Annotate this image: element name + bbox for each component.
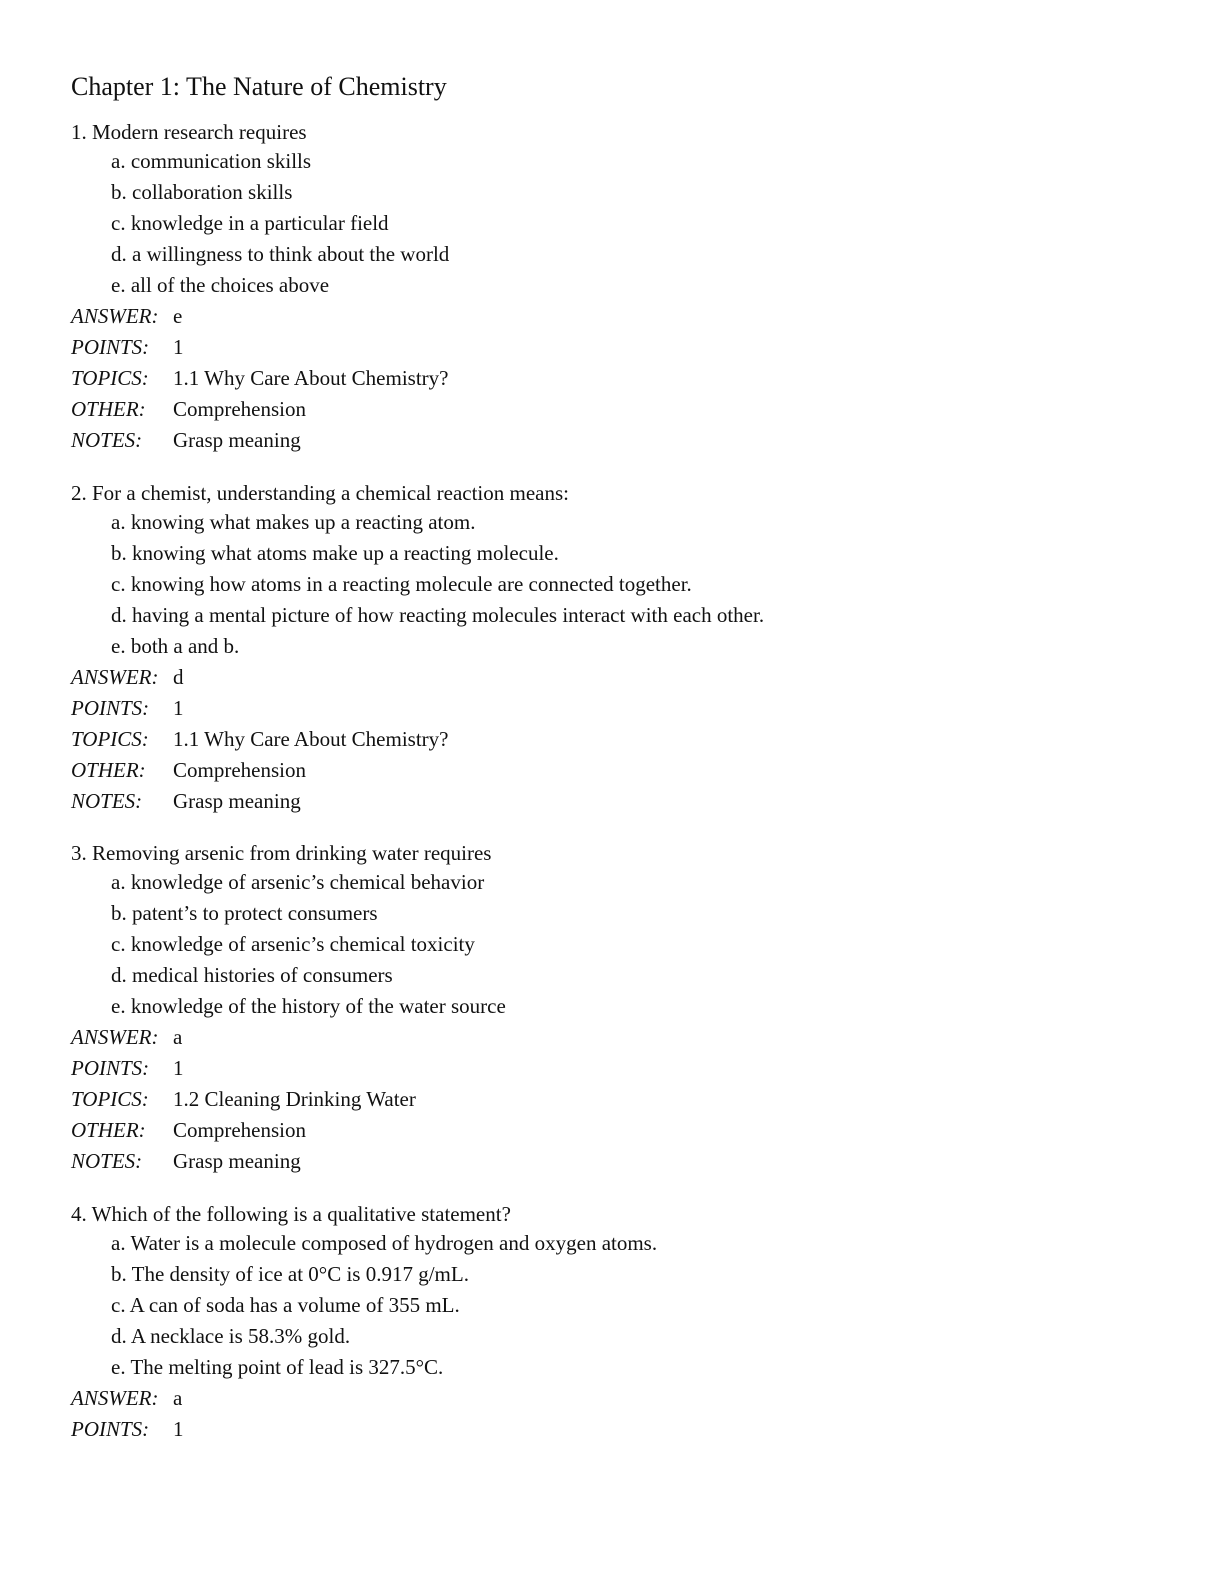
option-e: e. The melting point of lead is 327.5°C. (111, 1355, 444, 1379)
notes-value: Grasp meaning (173, 428, 301, 452)
question-stem: 2. For a chemist, understanding a chemical reaction means: (71, 481, 570, 505)
points-row (71, 1053, 1171, 1084)
topics-label: TOPICS: (71, 366, 149, 390)
other-label: OTHER: (71, 1118, 146, 1142)
answer-label: ANSWER: (71, 665, 159, 689)
option-e: e. both a and b. (111, 634, 240, 658)
topics-row (71, 1084, 1171, 1115)
notes-value: Grasp meaning (173, 1149, 301, 1173)
answer-value: d (173, 665, 184, 689)
other-label: OTHER: (71, 758, 146, 782)
option-e: e. all of the choices above (111, 273, 330, 297)
option-b: b. knowing what atoms make up a reacting molecule. (111, 541, 559, 565)
option-b: b. patent’s to protect consumers (111, 901, 378, 925)
other-value: Comprehension (173, 758, 306, 782)
points-label: POINTS: (71, 1417, 150, 1441)
question-4 (71, 1200, 1171, 1445)
other-row (71, 1115, 1171, 1146)
topics-value: 1.2 Cleaning Drinking Water (173, 1087, 416, 1111)
answer-label: ANSWER: (71, 1025, 159, 1049)
option-d: d. a willingness to think about the world (111, 242, 450, 266)
other-label: OTHER: (71, 397, 146, 421)
answer-value: e (173, 304, 183, 328)
topics-row (71, 724, 1171, 755)
option-c: c. A can of soda has a volume of 355 mL. (111, 1293, 460, 1317)
question-stem: 1. Modern research requires (71, 120, 307, 144)
option-c: c. knowing how atoms in a reacting molecule are connected together. (111, 572, 692, 596)
option-b: b. collaboration skills (111, 180, 293, 204)
points-value: 1 (173, 1056, 184, 1080)
points-label: POINTS: (71, 335, 150, 359)
option-d: d. having a mental picture of how reacting molecules interact with each other. (111, 603, 765, 627)
option-a: a. communication skills (111, 149, 312, 173)
topics-value: 1.1 Why Care About Chemistry? (173, 366, 449, 390)
answer-row (71, 662, 1171, 693)
answer-label: ANSWER: (71, 1386, 159, 1410)
answer-value: a (173, 1025, 183, 1049)
topics-value: 1.1 Why Care About Chemistry? (173, 727, 449, 751)
points-row (71, 693, 1171, 724)
notes-label: NOTES: (71, 789, 143, 813)
notes-row (71, 786, 1171, 817)
points-row (71, 332, 1171, 363)
question-2 (71, 479, 1171, 817)
option-a: a. knowing what makes up a reacting atom. (111, 510, 476, 534)
question-1 (71, 118, 1171, 456)
points-value: 1 (173, 335, 184, 359)
notes-label: NOTES: (71, 428, 143, 452)
option-b: b. The density of ice at 0°C is 0.917 g/mL. (111, 1262, 469, 1286)
question-stem: 3. Removing arsenic from drinking water requires (71, 841, 492, 865)
points-label: POINTS: (71, 696, 150, 720)
topics-label: TOPICS: (71, 727, 149, 751)
option-a: a. Water is a molecule composed of hydrogen and oxygen atoms. (111, 1231, 658, 1255)
topics-label: TOPICS: (71, 1087, 149, 1111)
question-stem: 4. Which of the following is a qualitative statement? (71, 1202, 511, 1226)
points-label: POINTS: (71, 1056, 150, 1080)
points-value: 1 (173, 696, 184, 720)
topics-row (71, 363, 1171, 394)
option-c: c. knowledge of arsenic’s chemical toxicity (111, 932, 475, 956)
option-d: d. medical histories of consumers (111, 963, 393, 987)
answer-row (71, 301, 1171, 332)
other-value: Comprehension (173, 397, 306, 421)
notes-value: Grasp meaning (173, 789, 301, 813)
option-a: a. knowledge of arsenic’s chemical behavior (111, 870, 485, 894)
points-row (71, 1414, 1171, 1445)
notes-row (71, 1146, 1171, 1177)
points-value: 1 (173, 1417, 184, 1441)
option-d: d. A necklace is 58.3% gold. (111, 1324, 351, 1348)
option-e: e. knowledge of the history of the water source (111, 994, 506, 1018)
notes-row (71, 425, 1171, 456)
other-row (71, 394, 1171, 425)
answer-label: ANSWER: (71, 304, 159, 328)
chapter-title: Chapter 1: The Nature of Chemistry (71, 72, 447, 101)
other-row (71, 755, 1171, 786)
answer-row (71, 1383, 1171, 1414)
answer-row (71, 1022, 1171, 1053)
notes-label: NOTES: (71, 1149, 143, 1173)
option-c: c. knowledge in a particular field (111, 211, 389, 235)
answer-value: a (173, 1386, 183, 1410)
question-3 (71, 839, 1171, 1177)
other-value: Comprehension (173, 1118, 306, 1142)
